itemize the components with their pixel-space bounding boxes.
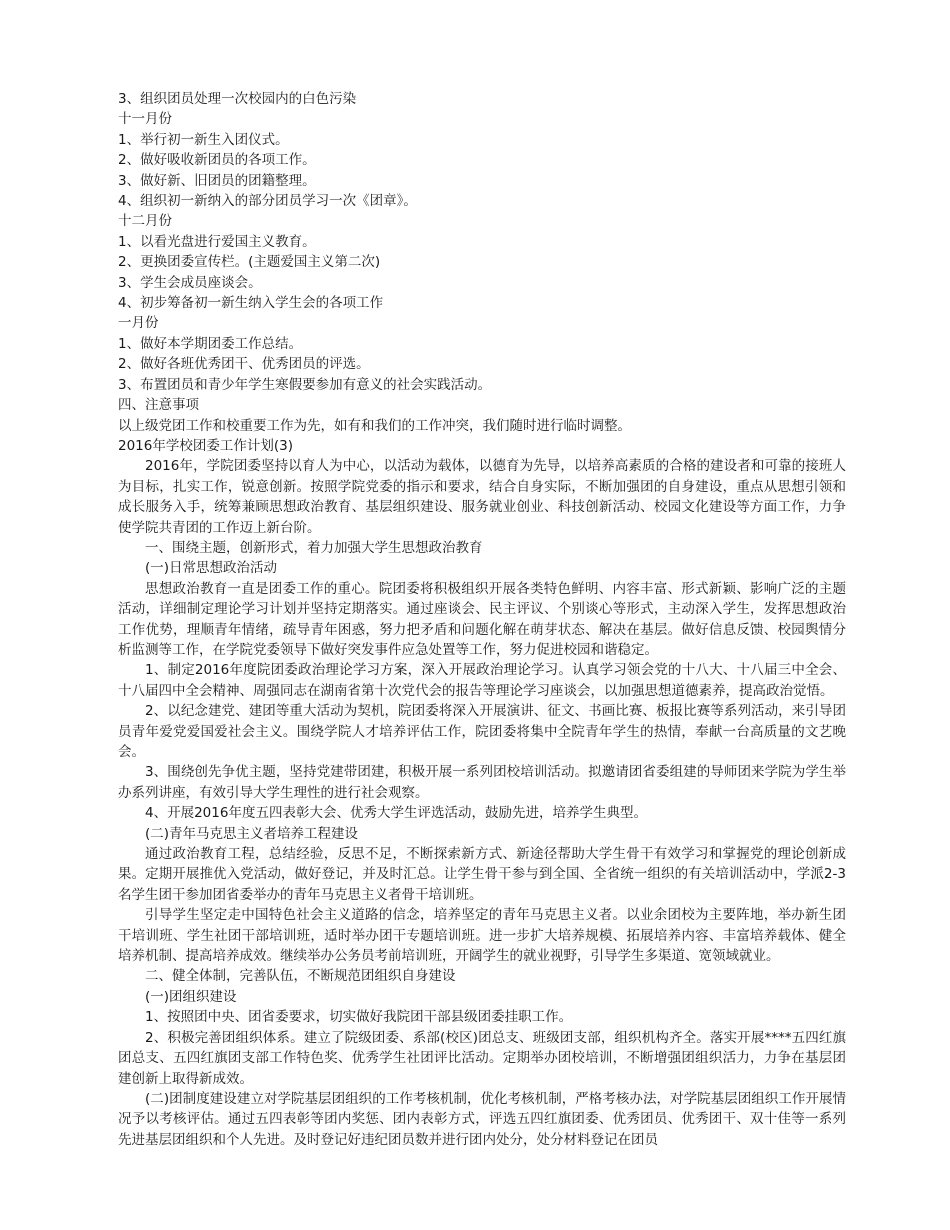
list-item: 2、更换团委宣传栏。(主题爱国主义第二次) [118,254,381,271]
plan-title: 2016年学校团委工作计划(3) [118,437,293,454]
text-line: 3、组织团员处理一次校园内的白色污染 [118,91,357,107]
month-heading: 十二月份 [118,213,172,230]
text-line: 以上级党团工作和校重要工作为先，如有和我们的工作冲突，我们随时进行临时调整。 [118,417,631,434]
list-item: 1、以看光盘进行爱国主义教育。 [118,233,316,250]
month-heading: 一月份 [118,315,159,332]
list-item: 1、举行初一新生入团仪式。 [118,131,289,148]
subsection-heading: (一)日常思想政治活动 [145,560,278,577]
paragraph-intro: 2016年，学院团委坚持以育人为中心，以活动为载体，以德育为先导，以培养高素质的合格的建设者和可靠的接班人为目标，扎实工作，锐意创新。按照学院党委的指示和要求，结合自身实际，不断加强团的自身建设，重点从思想引领和成长服务入手，统筹兼顾思想政治教育、基层组织建设、服务就业创业、科技创新活动、校园文化建设等方面工作，力争使学院共青团的工作迈上新台阶。 [118,458,846,536]
paragraph: 2、积极完善团组织体系。建立了院级团委、系部(校区)团总支、班级团支部，组织机构齐全。落实开展****五四红旗团总支、五四红旗团支部工作特色奖、优秀学生社团评比活动。定期举办团校培训，不断增强团组织活力，力争在基层团建创新上取得新成效。 [118,1029,846,1087]
list-item: 4、组织初一新纳入的部分团员学习一次《团章》。 [118,193,417,210]
paragraph: 通过政治教育工程，总结经验，反思不足，不断探索新方式、新途径帮助大学生骨干有效学习和掌握党的理论创新成果。定期开展推优入党活动，做好登记，并及时汇总。让学生骨干参与到全国、全省统一组织的有关培训活动中，学派2-3名学生团干参加团省委举办的青年马克思主义者骨干培训班。 [118,846,846,903]
month-heading: 十一月份 [118,111,172,128]
paragraph: 1、制定2016年度院团委政治理论学习方案，深入开展政治理论学习。认真学习领会党的十八大、十八届三中全会、十八届四中全会精神、周强同志在湖南省第十次党代会的报告等理论学习座谈会，以加强思想道德素养，提高政治觉悟。 [118,662,846,699]
paragraph: 1、按照团中央、团省委要求，切实做好我院团干部县级团委挂职工作。 [145,1009,573,1026]
list-item: 1、做好本学期团委工作总结。 [118,335,303,352]
list-item: 3、做好新、旧团员的团籍整理。 [118,172,316,189]
paragraph: 4、开展2016年度五四表彰大会、优秀大学生评选活动，鼓励先进，培养学生典型。 [145,805,647,822]
section-heading: 四、注意事项 [118,397,199,414]
subsection-heading: (二)青年马克思主义者培养工程建设 [145,825,359,842]
list-item: 4、初步筹备初一新生纳入学生会的各项工作 [118,295,384,312]
paragraph: 思想政治教育一直是团委工作的重心。院团委将积极组织开展各类特色鲜明、内容丰富、形式新颖、影响广泛的主题活动，详细制定理论学习计划并坚持定期落实。通过座谈会、民主评议、个别谈心等形式，主动深入学生，发挥思想政治工作优势，理顺青年情绪，疏导青年困惑，努力把矛盾和问题化解在萌芽状态、解决在基层。做好信息反馈、校园舆情分析监测等工作，在学院党委领导下做好突发事件应急处置等工作，努力促进校园和谐稳定。 [118,580,846,658]
paragraph: (二)团制度建设建立对学院基层团组织的工作考核机制，优化考核机制，严格考核办法，对学院基层团组织工作开展情况予以考核评估。通过五四表彰等团内奖惩、团内表彰方式，评选五四红旗团委、优秀团员、优秀团干、双十佳等一系列先进基层团组织和个人先进。及时登记好违纪团员数并进行团内处分，处分材料登记在团员 [118,1090,846,1148]
section-heading: 二、健全体制，完善队伍，不断规范团组织自身建设 [145,968,456,985]
document-body [118,89,846,1150]
section-heading: 一、围绕主题，创新形式，着力加强大学生思想政治教育 [145,539,483,556]
list-item: 3、布置团员和青少年学生寒假要参加有意义的社会实践活动。 [118,376,492,393]
paragraph: 引导学生坚定走中国特色社会主义道路的信念，培养坚定的青年马克思主义者。以业余团校为主要阵地，举办新生团干培训班、学生社团干部培训班，适时举办团干专题培训班。进一步扩大培养规模、拓展培养内容、丰富培养载体、健全培养机制、提高培养成效。继续举办公务员考前培训班，开阔学生的就业视野，引导学生多渠道、宽领域就业。 [118,907,846,965]
list-item: 2、做好各班优秀团干、优秀团员的评选。 [118,356,370,373]
list-item: 2、做好吸收新团员的各项工作。 [118,152,316,169]
list-item: 3、学生会成员座谈会。 [118,274,262,291]
paragraph: 2、以纪念建党、建团等重大活动为契机，院团委将深入开展演讲、征文、书画比赛、板报比赛等系列活动，来引导团员青年爱党爱国爱社会主义。围绕学院人才培养评估工作，院团委将集中全院青年学生的热情，奉献一台高质量的文艺晚会。 [118,703,846,760]
subsection-heading: (一)团组织建设 [145,988,237,1005]
paragraph: 3、围绕创先争优主题，坚持党建带团建，积极开展一系列团校培训活动。拟邀请团省委组建的导师团来学院为学生举办系列讲座，有效引导大学生理性的进行社会观察。 [118,764,846,801]
